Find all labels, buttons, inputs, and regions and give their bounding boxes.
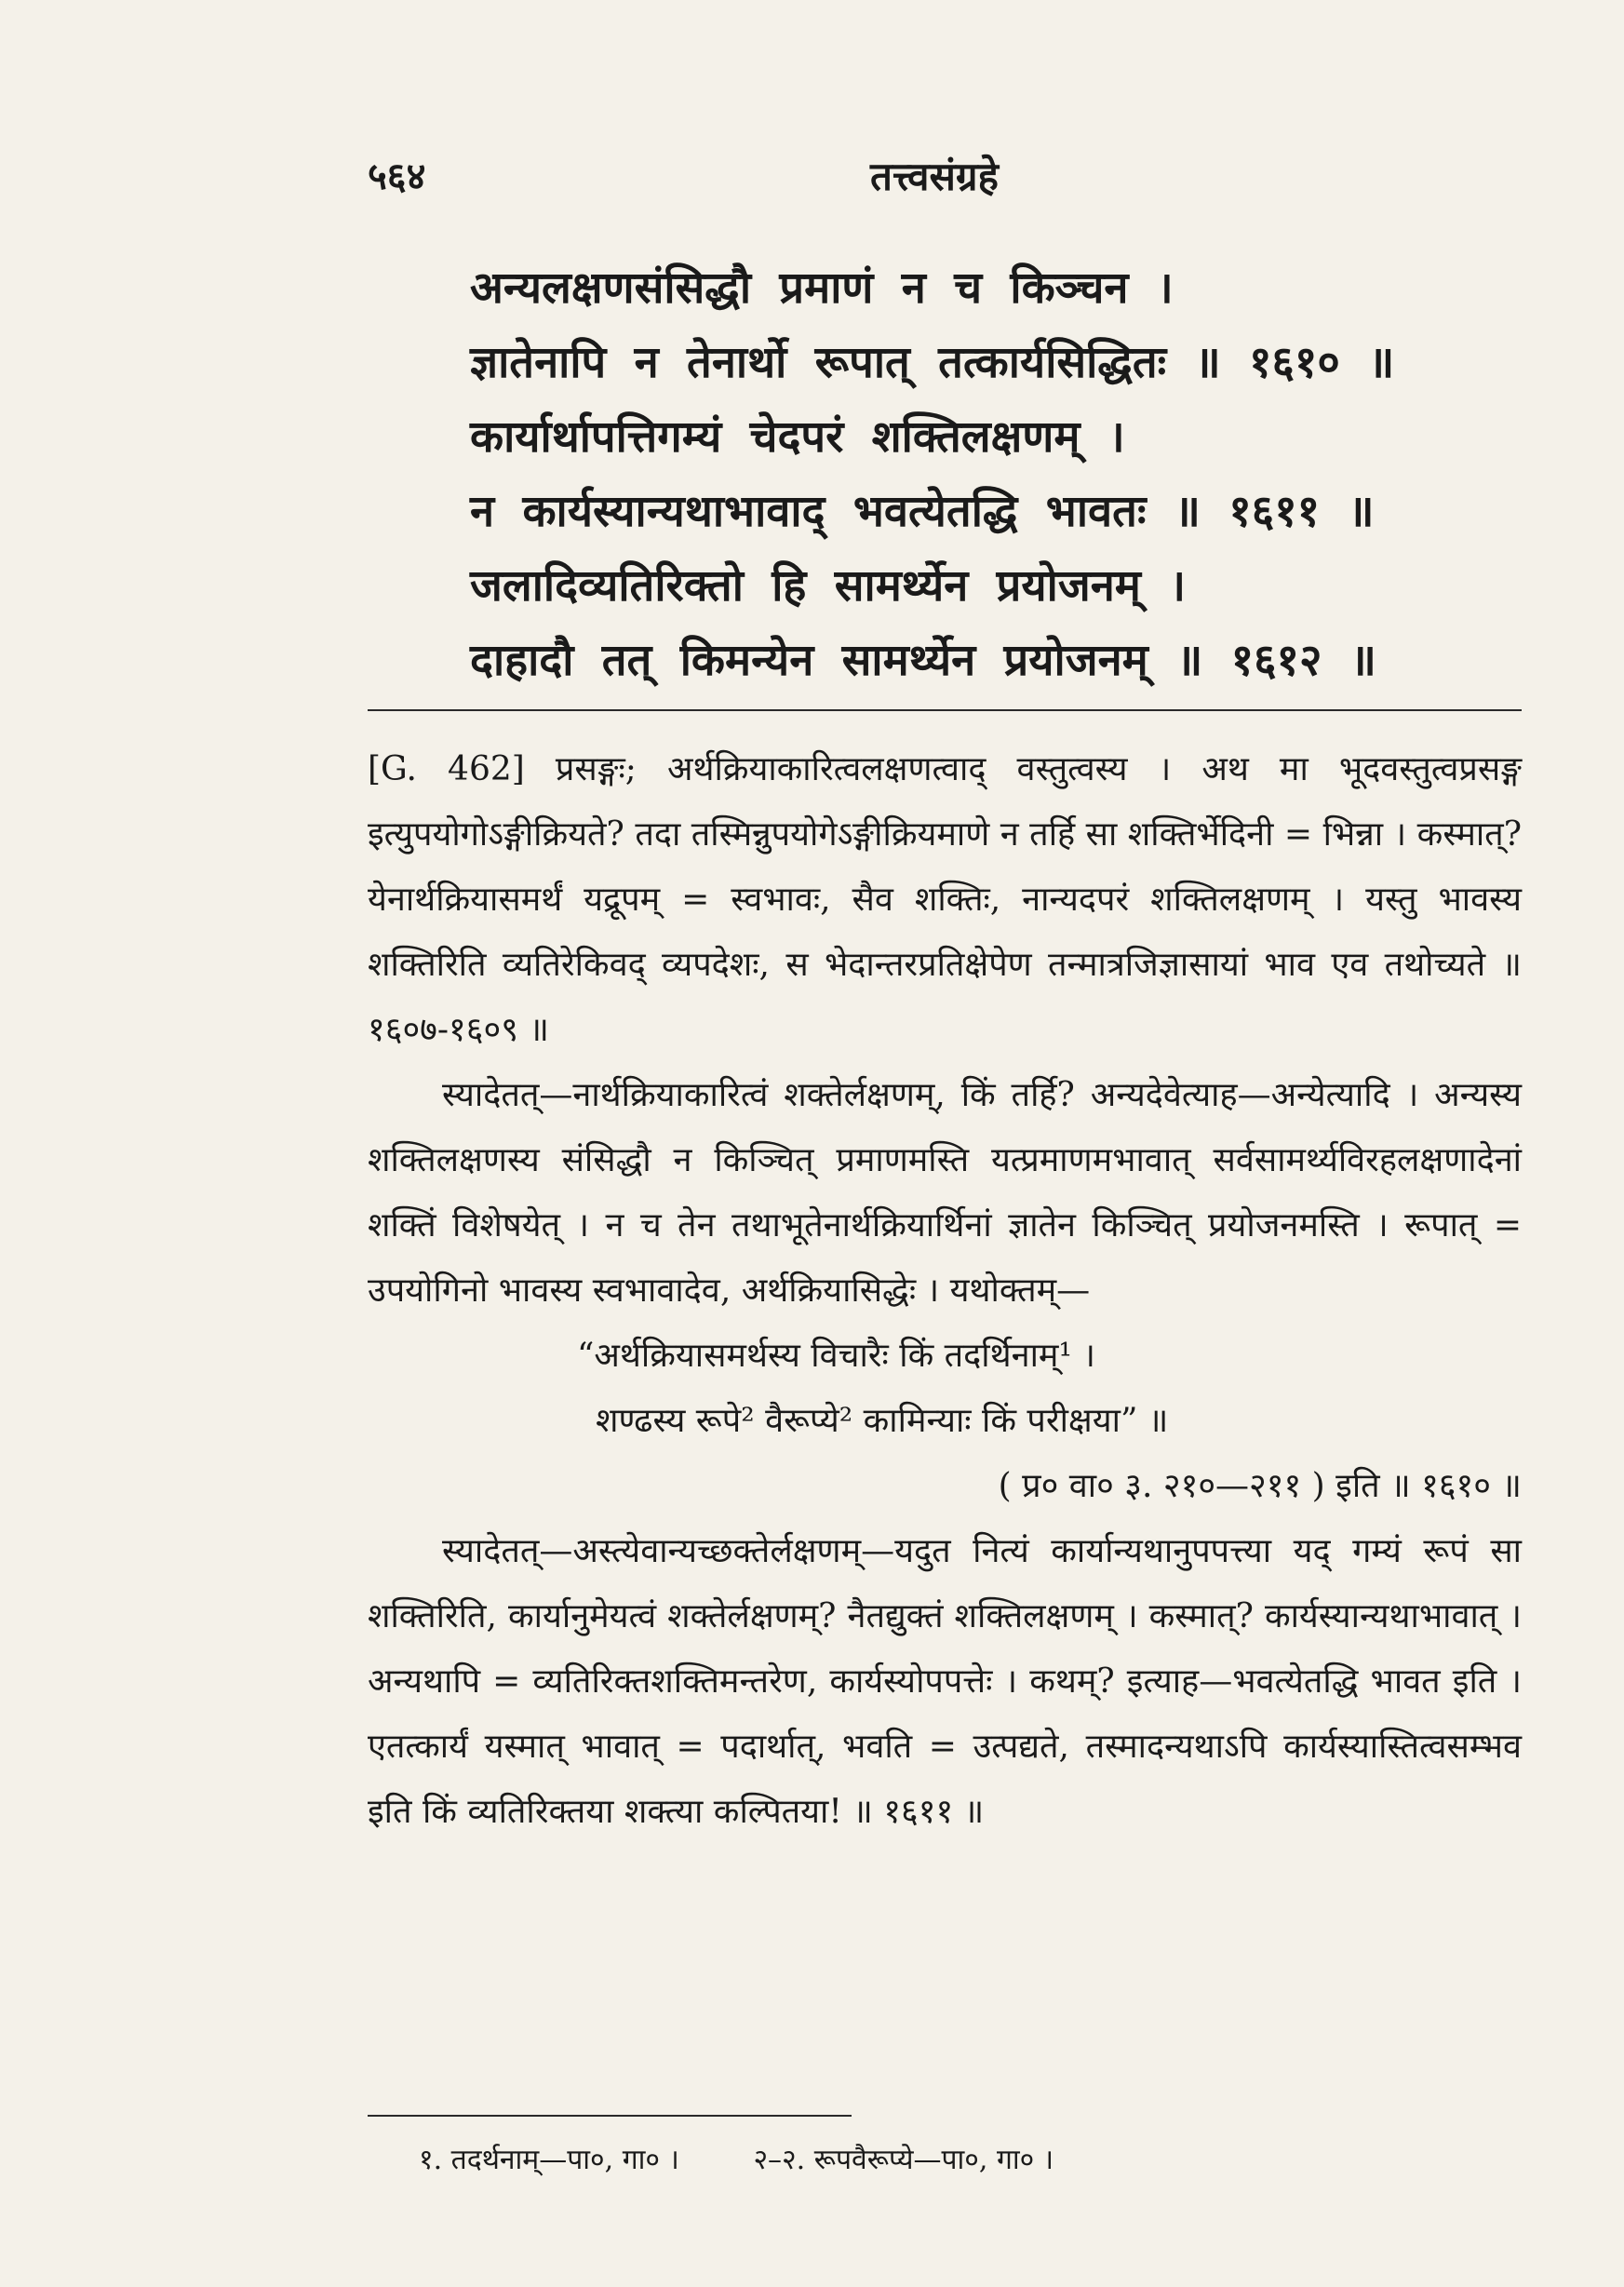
footnotes [419,2139,1489,2177]
commentary-block [368,737,1522,1845]
quotation-line: शण्ढस्य रूपे² वैरूप्ये² कामिन्याः किं परीक्षया” ॥ [596,1402,1169,1440]
page-header [368,149,1512,205]
footnote-divider [368,2115,852,2117]
citation-reference: ( प्र० वा० ३. २१०—२११ ) इति ॥ १६१० ॥ [998,1467,1522,1505]
verse-line: ज्ञातेनापि न तेनार्थो रूपात् तत्कार्यसिद्धितः ॥ १६१० ॥ [470,337,1395,388]
verse-line: दाहादौ तत् किमन्येन सामर्थ्येन प्रयोजनम् ॥ १६१२ ॥ [470,635,1376,686]
verse-block [470,251,1526,698]
commentary-paragraph: स्यादेतत्—नार्थक्रियाकारित्वं शक्तेर्लक्षणम्, किं तर्हि? अन्यदेवेत्याह—अन्येत्यादि । अन्यस्य शक्तिलक्षणस्य संसिद्धौ न किञ्चित् प्रमाणमस्ति यत्प्रमाणमभावात् सर्वसामर्थ्यविरहलक्षणादेनां शक्तिं विशेषयेत् । न च तेन तथाभूतेनार्थक्रियार्थिनां ज्ञातेन किञ्चित् प्रयोजनमस्ति । रूपात् = उपयोगिनो भावस्य स्वभावादेव, अर्थक्रियासिद्धेः । यथोक्तम्— [368,1076,1522,1310]
running-title: तत्त्वसंग्रहे [870,154,999,199]
verse-line: जलादिव्यतिरिक्तो हि सामर्थ्येन प्रयोजनम् । [470,560,1187,612]
commentary-paragraph: [G. 462] प्रसङ्गः; अर्थक्रियाकारित्वलक्षणत्वाद् वस्तुत्वस्य । अथ मा भूदवस्तुत्वप्रसङ्ग इत्युपयोगोऽङ्गीक्रियते? तदा तस्मिन्नुपयोगेऽङ्गीक्रियमाणे न तर्हि सा शक्तिर्भेदिनी = भिन्ना । कस्मात्? येनार्थक्रियासमर्थं यद्रूपम् = स्वभावः, सैव शक्तिः, नान्यदपरं शक्तिलक्षणम् । यस्तु भावस्य शक्तिरिति व्यतिरेकिवद् व्यपदेशः, स भेदान्तरप्रतिक्षेपेण तन्मात्रजिज्ञासायां भाव एव तथोच्यते ॥ १६०७-१६०९ ॥ [368,750,1522,1049]
page-number: ५६४ [368,155,426,198]
verse-line: कार्यार्थापत्तिगम्यं चेदपरं शक्तिलक्षणम् । [470,411,1125,463]
verse-line: अन्यलक्षणसंसिद्धौ प्रमाणं न च किञ्चन । [470,262,1174,314]
commentary-paragraph: स्यादेतत्—अस्त्येवान्यच्छक्तेर्लक्षणम्—यदुत नित्यं कार्यान्यथानुपपत्त्या यद् गम्यं रूपं सा शक्तिरिति, कार्यानुमेयत्वं शक्तेर्लक्षणम्? नैतद्युक्तं शक्तिलक्षणम् । कस्मात्? कार्यस्यान्यथाभावात् । अन्यथापि = व्यतिरिक्तशक्तिमन्तरेण, कार्यस्योपपत्तेः । कथम्? इत्याह—भवत्येतद्धि भावत इति । एतत्कार्यं यस्मात् भावात् = पदार्थात्, भवति = उत्पद्यते, तस्मादन्यथाऽपि कार्यस्यास्तित्वसम्भव इति किं व्यतिरिक्तया शक्त्या कल्पितया! ॥ १६११ ॥ [368,1532,1522,1831]
verse-divider [368,709,1522,711]
verse-line: न कार्यस्यान्यथाभावाद् भवत्येतद्धि भावतः ॥ १६११ ॥ [470,486,1375,537]
quotation-line: “अर्थक्रियासमर्थस्य विचारैः किं तदर्थिनाम्¹ । [577,1337,1095,1375]
footnote: १. तदर्थनाम्—पा०, गा० । [419,2144,679,2176]
footnote: २–२. रूपवैरूप्ये—पा०, गा० । [753,2144,1054,2176]
